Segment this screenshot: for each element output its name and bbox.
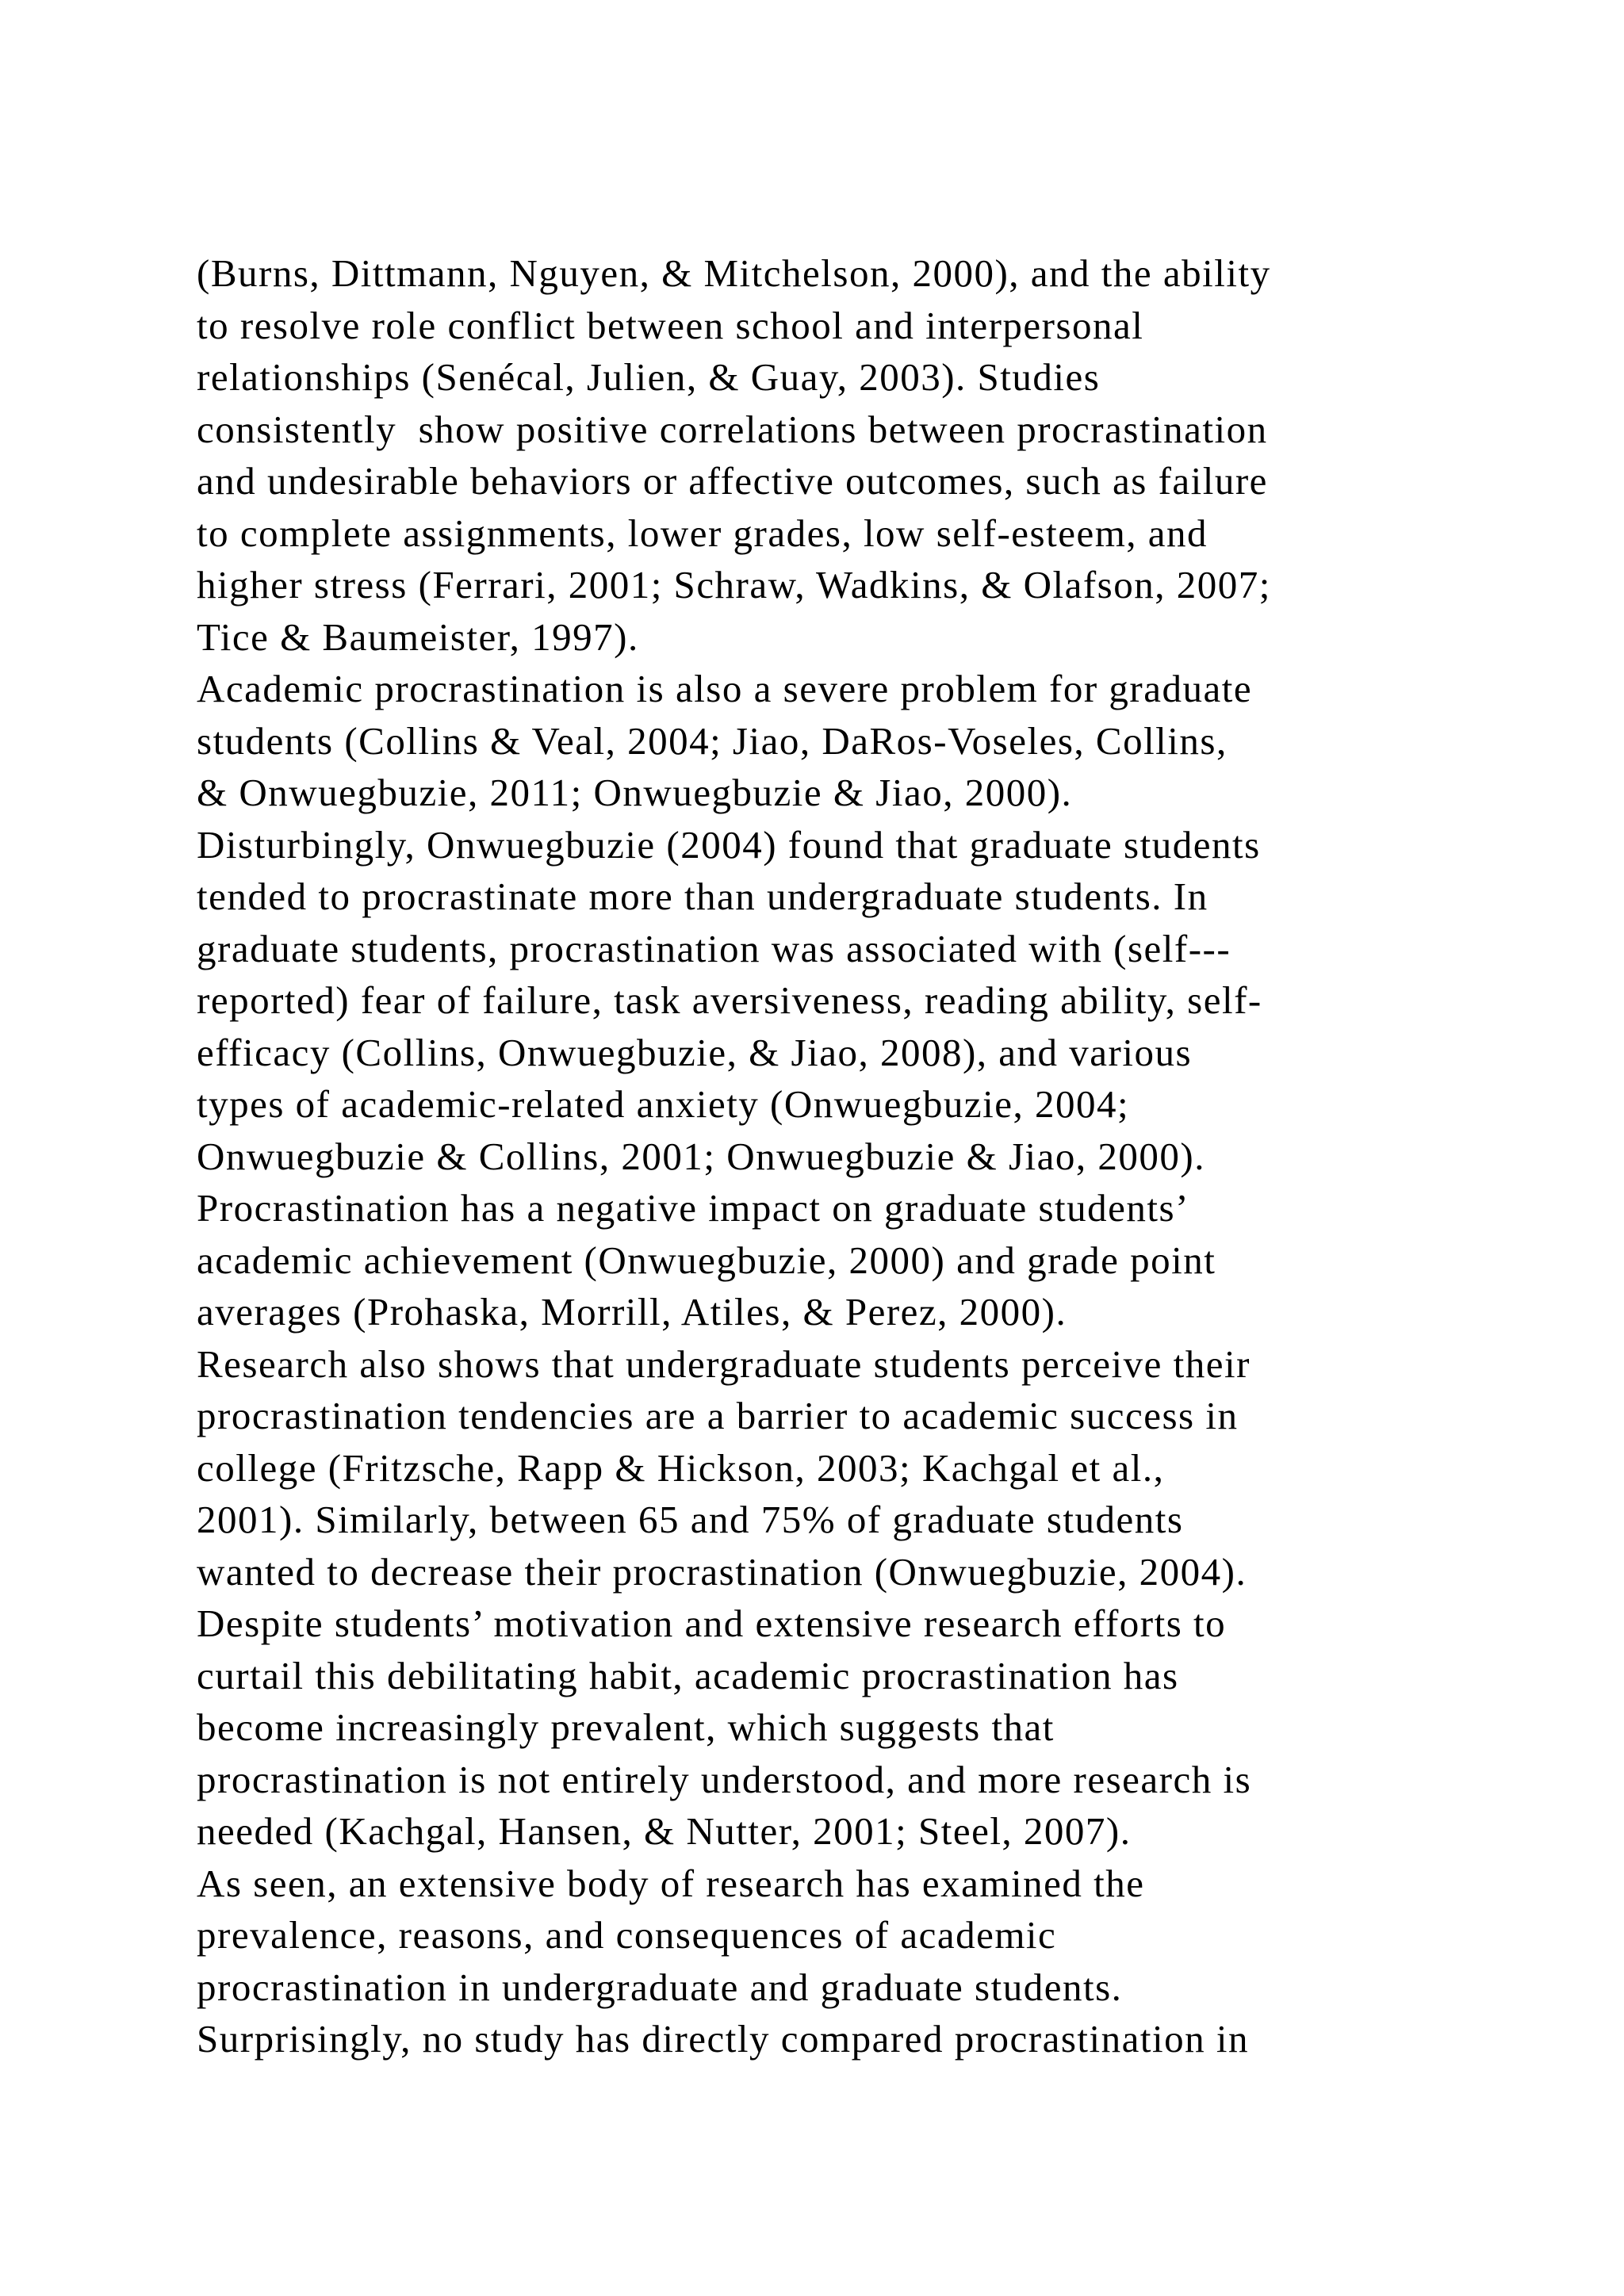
text-line: Academic procrastination is also a severe problem for graduate bbox=[197, 667, 1253, 710]
text-line: and undesirable behaviors or affective outcomes, such as failure bbox=[197, 459, 1268, 503]
text-line: As seen, an extensive body of research has examined the bbox=[197, 1861, 1145, 1905]
text-line: academic achievement (Onwuegbuzie, 2000) and grade point bbox=[197, 1238, 1216, 1282]
text-line: higher stress (Ferrari, 2001; Schraw, Wadkins, & Olafson, 2007; bbox=[197, 563, 1271, 607]
text-line: relationships (Senécal, Julien, & Guay, 2003). Studies bbox=[197, 355, 1101, 399]
text-line: reported) fear of failure, task aversiveness, reading ability, self- bbox=[197, 978, 1262, 1022]
text-line: college (Fritzsche, Rapp & Hickson, 2003; Kachgal et al., bbox=[197, 1445, 1165, 1490]
text-line: procrastination tendencies are a barrier to academic success in bbox=[197, 1394, 1239, 1437]
text-line: become increasingly prevalent, which suggests that bbox=[197, 1705, 1055, 1749]
text-line: averages (Prohaska, Morrill, Atiles, & Perez, 2000). bbox=[197, 1290, 1067, 1334]
text-line: (Burns, Dittmann, Nguyen, & Mitchelson, 2000), and the ability bbox=[197, 251, 1271, 295]
text-line: types of academic-related anxiety (Onwuegbuzie, 2004; bbox=[197, 1082, 1130, 1126]
text-line: Despite students’ motivation and extensive research efforts to bbox=[197, 1601, 1227, 1645]
text-line: to resolve role conflict between school and interpersonal bbox=[197, 303, 1144, 347]
text-line: Research also shows that undergraduate students perceive their bbox=[197, 1341, 1251, 1386]
text-line: Surprisingly, no study has directly compared procrastination in bbox=[197, 2017, 1249, 2061]
text-line: needed (Kachgal, Hansen, & Nutter, 2001; Steel, 2007). bbox=[197, 1809, 1132, 1853]
text-line: Onwuegbuzie & Collins, 2001; Onwuegbuzie & Jiao, 2000). bbox=[197, 1134, 1205, 1178]
text-line: students (Collins & Veal, 2004; Jiao, DaRos-Voseles, Collins, bbox=[197, 718, 1228, 763]
text-line: & Onwuegbuzie, 2011; Onwuegbuzie & Jiao, 2000). bbox=[197, 771, 1073, 814]
text-line: graduate students, procrastination was associated with (self--- bbox=[197, 926, 1231, 970]
text-line: wanted to decrease their procrastination (Onwuegbuzie, 2004). bbox=[197, 1549, 1247, 1594]
text-line: Disturbingly, Onwuegbuzie (2004) found that graduate students bbox=[197, 822, 1261, 867]
text-line: tended to procrastinate more than undergraduate students. In bbox=[197, 874, 1208, 918]
body-text bbox=[197, 247, 1497, 2065]
text-line: consistently show positive correlations between procrastination bbox=[197, 407, 1268, 451]
text-line: prevalence, reasons, and consequences of academic bbox=[197, 1913, 1057, 1957]
text-line: procrastination is not entirely understood, and more research is bbox=[197, 1757, 1252, 1801]
text-line: Tice & Baumeister, 1997). bbox=[197, 614, 639, 659]
text-line: efficacy (Collins, Onwuegbuzie, & Jiao, 2008), and various bbox=[197, 1030, 1193, 1074]
text-line: curtail this debilitating habit, academic procrastination has bbox=[197, 1653, 1179, 1697]
text-line: Procrastination has a negative impact on graduate students’ bbox=[197, 1186, 1189, 1230]
text-line: 2001). Similarly, between 65 and 75% of graduate students bbox=[197, 1498, 1184, 1541]
text-line: to complete assignments, lower grades, low self-esteem, and bbox=[197, 511, 1208, 555]
text-line: procrastination in undergraduate and graduate students. bbox=[197, 1965, 1123, 2009]
